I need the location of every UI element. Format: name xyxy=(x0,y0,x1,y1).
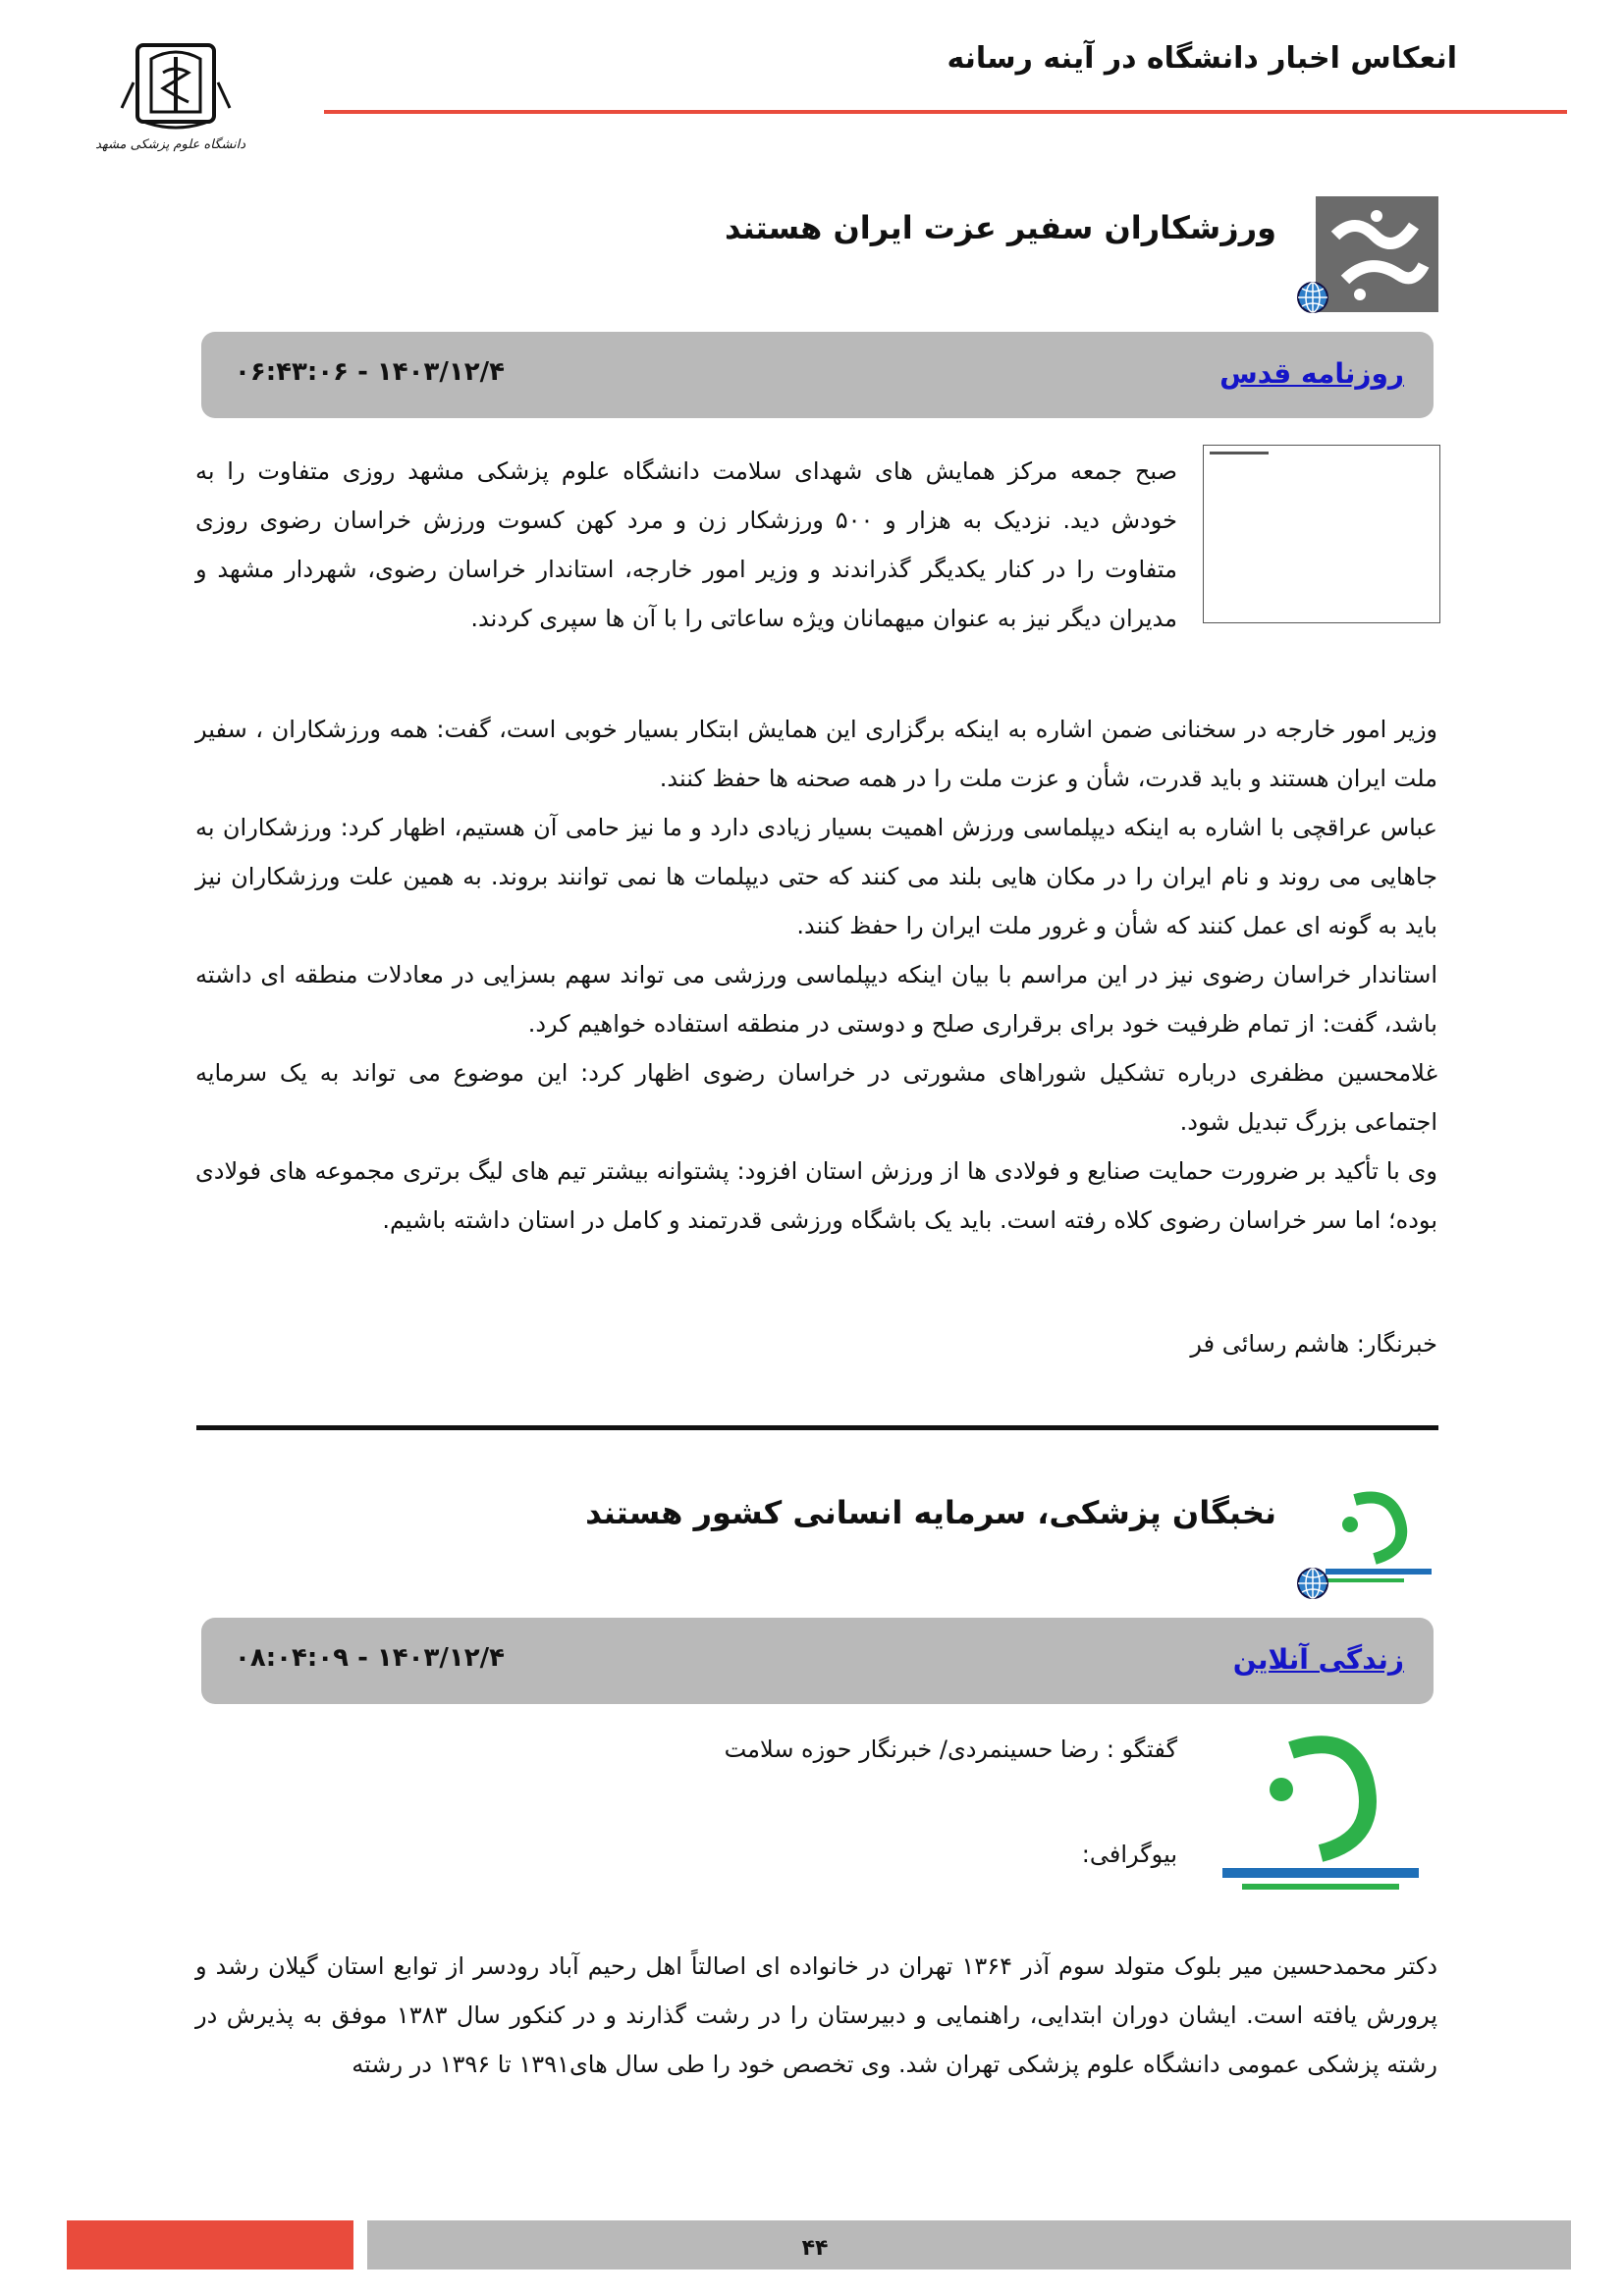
paragraph: غلامحسین مظفری درباره تشکیل شوراهای مشورتی در خراسان رضوی اظهار کرد: این موضوع می تواند به یک سرمایه اجتماعی بزرگ تبدیل شود. xyxy=(195,1059,1437,1136)
footer-bar xyxy=(367,2220,1571,2269)
article-meta-bar xyxy=(201,332,1434,418)
paragraph: عباس عراقچی با اشاره به اینکه دیپلماسی ورزش اهمیت بسیار زیادی دارد و ما نیز حامی آن هستیم، اظهار کرد: ورزشکاران به جاهایی می روند و نام ایران را در مکان هایی بلند می کنند که حتی دیپلمات ها نمی توانند بروند. به همین علت ورزشکاران نیز باید به گونه ای عمل کنند که شأن و غرور ملت ایران را حفظ کنند. xyxy=(195,814,1437,939)
publish-date: ۱۴۰۳/۱۲/۴ - ۰۶:۴۳:۰۶ xyxy=(235,357,505,387)
source-link[interactable]: روزنامه قدس xyxy=(1219,357,1404,390)
article-divider xyxy=(196,1425,1438,1430)
article-image xyxy=(1203,1731,1438,1905)
article-image-placeholder xyxy=(1203,445,1440,623)
article-meta-bar xyxy=(201,1618,1434,1704)
paragraph: استاندار خراسان رضوی نیز در این مراسم با بیان اینکه دیپلماسی ورزشی می تواند سهم بسزایی در معادلات منطقه ای داشته باشد، گفت: از تمام ظرفیت خود برای برقراری صلح و دوستی در منطقه استفاده خواهیم کرد. xyxy=(195,961,1437,1038)
article-lead: صبح جمعه مرکز همایش های شهدای سلامت دانشگاه علوم پزشکی مشهد روزی متفاوت را به خودش دید. نزدیک به هزار و ۵۰۰ ورزشکار زن و مرد کهن کسوت ورزش خراسان رضوی روزی متفاوت را در کنار یکدیگر گذراندند و وزیر امور خارجه، استاندار خراسان رضوی، شهردار مشهد و مدیران دیگر نیز به عنوان میهمانان ویژه ساعاتی را با آن ها سپری کردند. xyxy=(195,457,1177,632)
qods-newspaper-logo-icon xyxy=(1316,196,1438,312)
article-title: نخبگان پزشکی، سرمایه انسانی کشور هستند xyxy=(585,1494,1276,1531)
globe-icon xyxy=(1296,1567,1329,1600)
page-header-title: انعکاس اخبار دانشگاه در آینه رسانه xyxy=(947,41,1457,76)
zendegi-online-logo-icon xyxy=(1316,1490,1438,1592)
paragraph: وی با تأکید بر ضرورت حمایت صنایع و فولادی ها از ورزش استان افزود: پشتوانه بیشتر تیم های لیگ برتری مجموعه های فولادی بوده؛ اما سر خراسان رضوی کلاه رفته است. باید یک باشگاه ورزشی قدرتمند و کامل در استان داشته باشیم. xyxy=(195,1157,1437,1234)
article-title: ورزشکاران سفیر عزت ایران هستند xyxy=(724,209,1276,246)
logo-caption: دانشگاه علوم پزشکی مشهد xyxy=(95,137,245,152)
globe-icon xyxy=(1296,281,1329,314)
interview-credit: گفتگو : رضا حسینمردی/ خبرنگار حوزه سلامت xyxy=(724,1735,1177,1763)
article-body xyxy=(195,705,1437,1245)
article-body xyxy=(195,1942,1437,2089)
header-rule xyxy=(324,110,1567,114)
paragraph: وزیر امور خارجه در سخنانی ضمن اشاره به اینکه برگزاری این همایش ابتکار بسیار خوبی است، گفت: همه ورزشکاران ، سفیر ملت ایران هستند و باید قدرت، شأن و عزت ملت را در همه صحنه ها حفظ کنند. xyxy=(195,716,1437,792)
page-number: ۴۴ xyxy=(801,2236,829,2261)
biography-label: بیوگرافی: xyxy=(1081,1841,1177,1868)
university-logo xyxy=(95,39,245,162)
reporter-credit: خبرنگار: هاشم رسائی فر xyxy=(1190,1330,1437,1358)
source-link[interactable]: زندگی آنلاین xyxy=(1232,1643,1404,1676)
paragraph: دکتر محمدحسین میر بلوک متولد سوم آذر ۱۳۶۴ تهران در خانواده ای اصالتاً اهل رحیم آباد رودسر از توابع استان گیلان رشد و پرورش یافته است. ایشان دوران ابتدایی، راهنمایی و دبیرستان را در رشت گذارند و در کنکور سال ۱۳۸۳ موفق به پذیرش در رشته پزشکی عمومی دانشگاه علوم پزشکی تهران شد. وی تخصص خود را طی سال های۱۳۹۱ تا ۱۳۹۶ در رشته xyxy=(195,1952,1438,2078)
publish-date: ۱۴۰۳/۱۲/۴ - ۰۸:۰۴:۰۹ xyxy=(235,1643,505,1673)
footer-accent-bar xyxy=(67,2220,353,2269)
